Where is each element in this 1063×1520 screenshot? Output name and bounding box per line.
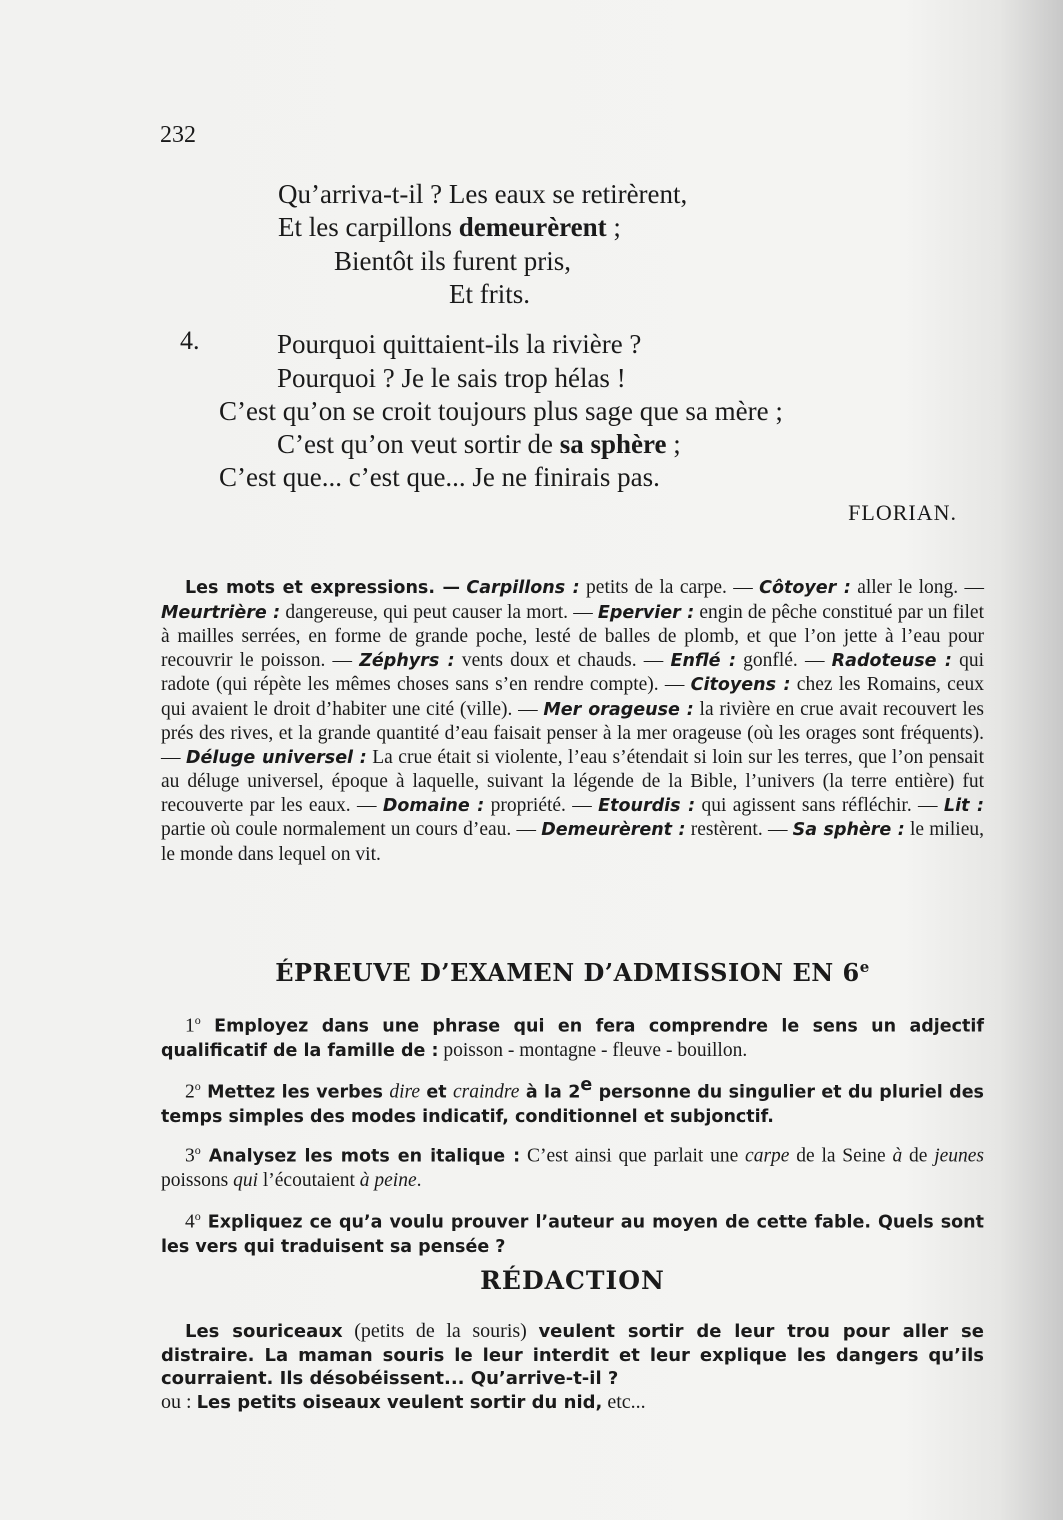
poem-line-6: Pourquoi ? Je le sais trop hélas !	[277, 363, 626, 393]
poem-line-5: Pourquoi quittaient-ils la rivière ?	[277, 329, 642, 359]
glossary-definition: la rivière en crue avait recouvert les prés des rives, et la grande quantité d’eau faisait penser à la mer orageuse (où les orages sont fréquents). —	[161, 698, 985, 768]
glossary-definition: dangereuse, qui peut causer la mort. —	[280, 601, 598, 623]
glossary-term: Déluge universel :	[186, 747, 367, 768]
poem-line-3: Bientôt ils furent pris,	[334, 246, 571, 276]
glossary-term: Lit :	[943, 795, 985, 816]
glossary-term: Epervier :	[597, 602, 695, 623]
glossary-definition: le milieu, le monde dans lequel on vit.	[161, 819, 984, 865]
exam-question-1: 1$^o$ Employez dans une phrase qui en fera comprendre le sens un adjectif qualificatif de la famille de : poisson - montagne - fleuve - bouillon.	[161, 1013, 984, 1061]
exam-question-2: 2$^o$ Mettez les verbes dire et craindre à la 2e personne du singulier et du pluriel des temps simples des modes indicatif, conditionnel et subjonctif.	[161, 1075, 984, 1127]
glossary-definition: qui radote (qui répète les mêmes choses sans s’en rendre compte). —	[161, 649, 984, 695]
glossary-definition: qui agissent sans réfléchir. —	[695, 794, 944, 816]
poem-line-9: C’est que... c’est que... Je ne finirais pas.	[219, 462, 660, 492]
redaction-paragraph: Les souriceaux (petits de la souris) veulent sortir de leur trou pour aller se distraire. La maman souris le leur interdit et leur explique les dangers qu’ils courraient. Ils désobéissent... Qu’arrive-t-il ? ou : Les petits oiseaux veulent sortir du nid, etc...	[161, 1320, 984, 1413]
glossary-term: Etourdis :	[598, 795, 696, 816]
glossary-definition: aller le long. —	[850, 577, 985, 598]
poem-line-2: Et les carpillons demeurèrent ;	[278, 212, 621, 242]
stanza-number: 4.	[180, 326, 200, 355]
page-number: 232	[160, 122, 196, 148]
glossary-term: Carpillons :	[466, 578, 580, 598]
glossary-term: Zéphyrs :	[359, 650, 455, 671]
glossary-definition: La crue était si violente, l’eau s’étendait si loin sur les terres, que l’on pensait au déluge universel, époque à laquelle, suivant la légende de la Bible, l’univers (la terre entière) fut recouverte par les eaux. —	[161, 746, 985, 816]
glossary-term: Enflé :	[670, 650, 736, 671]
glossary-definition: restèrent. —	[685, 819, 793, 840]
glossary-term: Côtoyer :	[759, 578, 851, 598]
poem-line-4: Et frits.	[449, 279, 530, 309]
glossary-definition: propriété. —	[484, 794, 599, 816]
glossary-term: Sa sphère :	[792, 820, 905, 840]
poem-bold-word: demeurèrent	[458, 212, 607, 242]
glossary-term: Mer orageuse :	[543, 699, 694, 720]
glossary-term: Meurtrière :	[161, 602, 281, 623]
glossary-definition: chez les Romains, ceux qui avaient le droit d’habiter une cité (ville). —	[161, 674, 984, 720]
glossary-term: Domaine :	[382, 795, 485, 816]
poem-line-7: C’est qu’on se croit toujours plus sage que sa mère ;	[219, 396, 783, 426]
redaction-heading: RÉDACTION	[480, 1266, 665, 1295]
glossary-definition: petits de la carpe. —	[579, 577, 760, 598]
glossary-term: Citoyens :	[690, 675, 791, 695]
glossary-definition: engin de pêche constitué par un filet à mailles serrées, en forme de grande poche, lesté de balles de plomb, et que l’on jette à l’eau pour recouvrir le poisson. —	[161, 601, 984, 671]
exam-question-4: 4$^o$ Expliquez ce qu’a voulu prouver l’auteur au moyen de cette fable. Quels sont les vers qui traduisent sa pensée ?	[161, 1209, 984, 1257]
exam-heading: ÉPREUVE D’EXAMEN D’ADMISSION EN 6e	[275, 958, 870, 987]
glossary-term: Radoteuse :	[831, 650, 952, 671]
poem-bold-word: sa sphère	[559, 429, 667, 459]
poem-author: FLORIAN.	[848, 500, 957, 525]
glossary-lead: Les mots et expressions. —	[185, 578, 461, 598]
glossary-definition: gonflé. —	[735, 649, 832, 671]
glossary-term: Demeurèrent :	[541, 820, 686, 840]
poem-line-1: Qu’arriva-t-il ? Les eaux se retirèrent,	[278, 179, 688, 209]
glossary-definition: vents doux et chauds. —	[454, 649, 671, 671]
glossary-paragraph	[161, 576, 984, 866]
glossary-definition: partie où coule normalement un cours d’eau. —	[161, 819, 542, 840]
poem-line-8: C’est qu’on veut sortir de sa sphère ;	[277, 429, 681, 459]
exam-question-3: 3$^o$ Analysez les mots en italique : C’est ainsi que parlait une carpe de la Seine à de jeunes poissons qui l’écoutaient à peine.	[161, 1143, 985, 1191]
